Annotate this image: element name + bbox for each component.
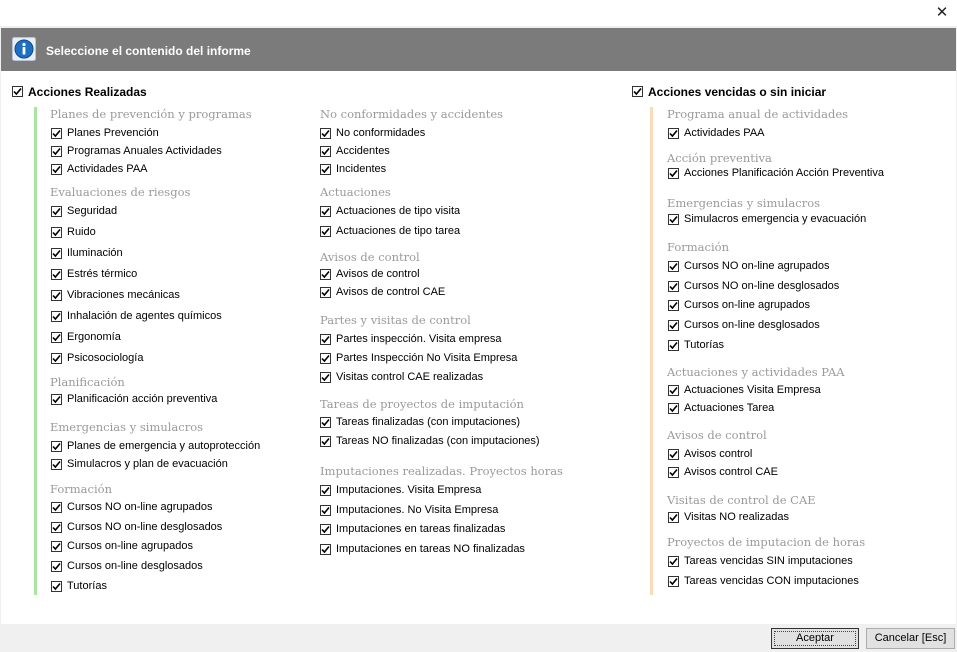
checkmark-icon bbox=[321, 288, 330, 297]
option-item-checkbox[interactable] bbox=[51, 459, 62, 470]
option-item-label: Actividades PAA bbox=[67, 163, 148, 175]
option-item-checkbox[interactable] bbox=[51, 441, 62, 452]
checkmark-icon bbox=[321, 354, 330, 363]
option-item-label: Vibraciones mecánicas bbox=[67, 289, 180, 301]
option-item-label: Imputaciones. Visita Empresa bbox=[336, 484, 482, 496]
option-item-label: Imputaciones. No Visita Empresa bbox=[336, 504, 499, 516]
option-item-checkbox[interactable] bbox=[668, 340, 679, 351]
option-item-checkbox[interactable] bbox=[668, 556, 679, 567]
option-item-label: Visitas control CAE realizadas bbox=[336, 371, 484, 383]
option-item-label: Partes inspección. Visita empresa bbox=[336, 333, 502, 345]
option-item-checkbox[interactable] bbox=[320, 287, 331, 298]
option-item-checkbox[interactable] bbox=[668, 385, 679, 396]
option-item-label: Psicosociología bbox=[67, 352, 144, 364]
option-item-checkbox[interactable] bbox=[51, 394, 62, 405]
checkmark-icon bbox=[52, 395, 61, 404]
checkmark-icon bbox=[52, 312, 61, 321]
checkmark-icon bbox=[321, 165, 330, 174]
checkmark-icon bbox=[321, 147, 330, 156]
checkmark-icon bbox=[321, 270, 330, 279]
checkmark-icon bbox=[669, 301, 678, 310]
option-item-checkbox[interactable] bbox=[320, 505, 331, 516]
acciones-realizadas-checkbox[interactable] bbox=[12, 86, 23, 97]
option-item-label: Cursos on-line agrupados bbox=[684, 299, 810, 311]
dialog-title: Seleccione el contenido del informe bbox=[46, 44, 251, 58]
option-item-checkbox[interactable] bbox=[51, 581, 62, 592]
option-item-label: Avisos control CAE bbox=[684, 466, 778, 478]
option-item-checkbox[interactable] bbox=[51, 128, 62, 139]
option-item-label: Programas Anuales Actividades bbox=[67, 145, 222, 157]
option-item-label: Seguridad bbox=[67, 205, 118, 217]
section-heading: Programa anual de actividades bbox=[667, 107, 849, 121]
option-item-label: Ruido bbox=[67, 226, 96, 238]
option-item-checkbox[interactable] bbox=[668, 168, 679, 179]
option-item-label: Iluminación bbox=[67, 247, 123, 259]
checkmark-icon bbox=[321, 227, 330, 236]
checkmark-icon bbox=[321, 373, 330, 382]
checkmark-icon bbox=[52, 249, 61, 258]
section-heading: Acción preventiva bbox=[667, 151, 772, 165]
option-item-label: Actuaciones de tipo visita bbox=[336, 205, 461, 217]
option-item-label: Estrés térmico bbox=[67, 268, 138, 280]
checkmark-icon bbox=[52, 523, 61, 532]
option-item-checkbox[interactable] bbox=[668, 512, 679, 523]
option-item-checkbox[interactable] bbox=[51, 290, 62, 301]
checkmark-icon bbox=[321, 525, 330, 534]
option-item-checkbox[interactable] bbox=[320, 524, 331, 535]
option-item-label: Actividades PAA bbox=[684, 127, 765, 139]
option-item-label: Partes Inspección No Visita Empresa bbox=[336, 352, 518, 364]
checkmark-icon bbox=[669, 468, 678, 477]
option-item-checkbox[interactable] bbox=[51, 164, 62, 175]
option-item-checkbox[interactable] bbox=[320, 164, 331, 175]
option-item-checkbox[interactable] bbox=[51, 353, 62, 364]
option-item-label: Imputaciones en tareas finalizadas bbox=[336, 523, 506, 535]
checkmark-icon bbox=[52, 562, 61, 571]
acciones-vencidas-label: Acciones vencidas o sin iniciar bbox=[648, 85, 827, 99]
checkmark-icon bbox=[52, 165, 61, 174]
option-item-checkbox[interactable] bbox=[668, 449, 679, 460]
option-item-checkbox[interactable] bbox=[51, 206, 62, 217]
option-item-checkbox[interactable] bbox=[51, 502, 62, 513]
option-item-label: Incidentes bbox=[336, 163, 387, 175]
info-icon bbox=[12, 37, 36, 61]
option-item-label: Imputaciones en tareas NO finalizadas bbox=[336, 543, 525, 555]
checkmark-icon bbox=[321, 437, 330, 446]
section-heading: Tareas de proyectos de imputación bbox=[320, 397, 524, 411]
option-item-checkbox[interactable] bbox=[320, 417, 331, 428]
checkmark-icon bbox=[669, 262, 678, 271]
option-item-label: Tareas vencidas CON imputaciones bbox=[684, 575, 859, 587]
section-heading: Partes y visitas de control bbox=[320, 313, 471, 327]
checkmark-icon bbox=[321, 129, 330, 138]
checkmark-icon bbox=[52, 291, 61, 300]
option-item-checkbox[interactable] bbox=[668, 576, 679, 587]
section-heading: Proyectos de imputacion de horas bbox=[667, 535, 866, 549]
acciones-realizadas-label: Acciones Realizadas bbox=[28, 85, 147, 99]
option-item-checkbox[interactable] bbox=[668, 320, 679, 331]
left-accent-bar bbox=[34, 107, 37, 595]
option-item-label: Tareas finalizadas (con imputaciones) bbox=[336, 416, 521, 428]
option-item-checkbox[interactable] bbox=[668, 300, 679, 311]
option-item-label: Simulacros emergencia y evacuación bbox=[684, 213, 867, 225]
checkmark-icon bbox=[52, 503, 61, 512]
section-heading: Emergencias y simulacros bbox=[50, 420, 204, 434]
option-item-label: Cursos on-line agrupados bbox=[67, 540, 193, 552]
option-item-label: Cursos NO on-line desglosados bbox=[67, 521, 223, 533]
option-item-label: Cursos on-line desglosados bbox=[684, 319, 820, 331]
checkmark-icon bbox=[669, 386, 678, 395]
checkmark-icon bbox=[669, 577, 678, 586]
option-item-label: Planes Prevención bbox=[67, 127, 159, 139]
option-item-checkbox[interactable] bbox=[668, 281, 679, 292]
option-item-checkbox[interactable] bbox=[51, 227, 62, 238]
section-heading: No conformidades y accidentes bbox=[320, 107, 504, 121]
section-heading: Imputaciones realizadas. Proyectos horas bbox=[320, 464, 563, 478]
checkmark-icon bbox=[52, 442, 61, 451]
checkmark-icon bbox=[52, 228, 61, 237]
option-item-label: No conformidades bbox=[336, 127, 426, 139]
option-item-checkbox[interactable] bbox=[320, 485, 331, 496]
checkmark-icon bbox=[52, 542, 61, 551]
option-item-label: Cursos NO on-line desglosados bbox=[684, 280, 840, 292]
checkmark-icon bbox=[669, 513, 678, 522]
checkmark-icon bbox=[669, 215, 678, 224]
section-heading: Avisos de control bbox=[667, 428, 767, 442]
checkmark-icon bbox=[13, 87, 22, 96]
checkmark-icon bbox=[669, 341, 678, 350]
checkmark-icon bbox=[321, 335, 330, 344]
option-item-checkbox[interactable] bbox=[668, 467, 679, 478]
option-item-checkbox[interactable] bbox=[668, 214, 679, 225]
option-item-label: Planificación acción preventiva bbox=[67, 393, 218, 405]
option-item-label: Inhalación de agentes químicos bbox=[67, 310, 222, 322]
checkmark-icon bbox=[669, 557, 678, 566]
checkmark-icon bbox=[669, 321, 678, 330]
checkmark-icon bbox=[321, 545, 330, 554]
option-item-checkbox[interactable] bbox=[668, 128, 679, 139]
checkmark-icon bbox=[321, 418, 330, 427]
option-item-label: Avisos de control CAE bbox=[336, 286, 446, 298]
option-item-label: Visitas NO realizadas bbox=[684, 511, 789, 523]
option-item-checkbox[interactable] bbox=[51, 269, 62, 280]
checkmark-icon bbox=[52, 129, 61, 138]
checkmark-icon bbox=[52, 147, 61, 156]
option-item-checkbox[interactable] bbox=[320, 146, 331, 157]
option-item-checkbox[interactable] bbox=[320, 226, 331, 237]
option-item-label: Tareas vencidas SIN imputaciones bbox=[684, 555, 853, 567]
section-heading: Emergencias y simulacros bbox=[667, 196, 821, 210]
window-titlebar bbox=[0, 0, 957, 26]
checkmark-icon bbox=[321, 506, 330, 515]
checkmark-icon bbox=[669, 282, 678, 291]
option-item-label: Planes de emergencia y autoprotección bbox=[67, 440, 261, 452]
checkmark-icon bbox=[669, 404, 678, 413]
option-item-checkbox[interactable] bbox=[668, 261, 679, 272]
option-item-label: Cursos NO on-line agrupados bbox=[67, 501, 213, 513]
option-item-label: Tutorías bbox=[684, 339, 724, 351]
option-item-label: Accidentes bbox=[336, 145, 390, 157]
option-item-checkbox[interactable] bbox=[51, 311, 62, 322]
checkmark-icon bbox=[52, 270, 61, 279]
checkmark-icon bbox=[52, 582, 61, 591]
section-heading: Evaluaciones de riesgos bbox=[50, 185, 191, 199]
option-item-label: Simulacros y plan de evacuación bbox=[67, 458, 228, 470]
acciones-vencidas-checkbox[interactable] bbox=[632, 86, 643, 97]
section-heading: Avisos de control bbox=[320, 250, 420, 264]
option-item-checkbox[interactable] bbox=[320, 334, 331, 345]
checkmark-icon bbox=[321, 207, 330, 216]
checkmark-icon bbox=[52, 333, 61, 342]
option-item-label: Cursos on-line desglosados bbox=[67, 560, 203, 572]
option-item-checkbox[interactable] bbox=[668, 403, 679, 414]
option-item-checkbox[interactable] bbox=[320, 353, 331, 364]
checkmark-icon bbox=[669, 129, 678, 138]
checkmark-icon bbox=[52, 354, 61, 363]
option-item-checkbox[interactable] bbox=[320, 128, 331, 139]
checkmark-icon bbox=[669, 450, 678, 459]
section-heading: Actuaciones y actividades PAA bbox=[667, 365, 845, 379]
option-item-label: Actuaciones Tarea bbox=[684, 402, 775, 414]
accept-button-label: Aceptar bbox=[796, 632, 834, 644]
checkmark-icon bbox=[669, 169, 678, 178]
option-item-label: Avisos control bbox=[684, 448, 753, 460]
option-item-label: Ergonomía bbox=[67, 331, 121, 343]
option-item-checkbox[interactable] bbox=[51, 146, 62, 157]
section-heading: Formación bbox=[50, 482, 112, 496]
option-item-checkbox[interactable] bbox=[51, 561, 62, 572]
section-heading: Visitas de control de CAE bbox=[667, 493, 816, 507]
option-item-checkbox[interactable] bbox=[320, 544, 331, 555]
checkmark-icon bbox=[52, 460, 61, 469]
option-item-label: Actuaciones Visita Empresa bbox=[684, 384, 821, 396]
option-item-label: Avisos de control bbox=[336, 268, 420, 280]
section-heading: Formación bbox=[667, 240, 729, 254]
option-item-label: Acciones Planificación Acción Preventiva bbox=[684, 167, 884, 179]
close-icon[interactable]: ✕ bbox=[935, 4, 949, 21]
cancel-button-label: Cancelar [Esc] bbox=[874, 632, 947, 644]
section-heading: Planificación bbox=[50, 375, 125, 389]
option-item-checkbox[interactable] bbox=[51, 522, 62, 533]
cancel-button[interactable] bbox=[866, 628, 955, 649]
checkmark-icon bbox=[52, 207, 61, 216]
option-item-label: Tareas NO finalizadas (con imputaciones) bbox=[336, 435, 540, 447]
right-accent-bar bbox=[650, 107, 653, 595]
focus-ring bbox=[774, 631, 856, 646]
checkmark-icon bbox=[633, 87, 642, 96]
option-item-label: Cursos NO on-line agrupados bbox=[684, 260, 830, 272]
option-item-label: Tutorías bbox=[67, 580, 107, 592]
option-item-checkbox[interactable] bbox=[320, 206, 331, 217]
option-item-checkbox[interactable] bbox=[51, 248, 62, 259]
accept-button[interactable] bbox=[771, 628, 859, 649]
option-item-checkbox[interactable] bbox=[51, 541, 62, 552]
section-heading: Planes de prevención y programas bbox=[50, 107, 252, 121]
option-item-checkbox[interactable] bbox=[320, 269, 331, 280]
option-item-checkbox[interactable] bbox=[320, 436, 331, 447]
option-item-checkbox[interactable] bbox=[320, 372, 331, 383]
option-item-label: Actuaciones de tipo tarea bbox=[336, 225, 461, 237]
option-item-checkbox[interactable] bbox=[51, 332, 62, 343]
section-heading: Actuaciones bbox=[320, 185, 391, 199]
checkmark-icon bbox=[321, 486, 330, 495]
